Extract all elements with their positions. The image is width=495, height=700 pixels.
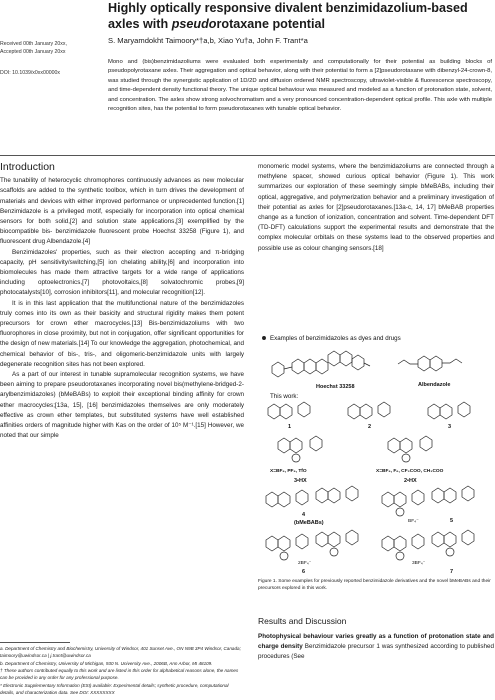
compound-2-structure bbox=[348, 402, 390, 419]
figure-1 bbox=[258, 326, 494, 578]
albendazole-label: Albendazole bbox=[418, 382, 451, 388]
bmebabs-label: (bMeBABs) bbox=[294, 520, 324, 526]
compound-6-counterion: 2BF₄⁻ bbox=[298, 561, 312, 566]
compound-7-counterion: 3BF₄⁻ bbox=[412, 561, 426, 566]
author-list: S. Maryamdokht Taimoory*†a,b, Xiao Yu†a, John F. Trant*a bbox=[108, 36, 308, 45]
salt-2hx-structure bbox=[388, 436, 432, 462]
footnote-esi: * Electronic Supplementary Information (ESI) available: Experimental details; synthetic procedure, computational details, and characterization data. See DOI: XXXXXXXX bbox=[0, 682, 229, 696]
bullet-dot bbox=[262, 336, 265, 339]
intro-paragraph-3: It is in this last application that the multifunctional nature of the benzimidazoles truly comes into its own as their basicity and structural rigidity makes them potent precursors for crown ether macrocycles.[13] Bis-benzimidazoliums with two fluorophores in close proximity, but not in conjugation, offer significant opportunities for the design of new materials.[14] To our knowledge the aggregation, photochemical, and chemical behavior of bis-, tris-, and oligomeric-benzimidazole units with largely degenerate recognition sites has not been explored. bbox=[0, 299, 244, 368]
compound-3-label: 3 bbox=[448, 424, 452, 430]
intro-continued bbox=[258, 162, 494, 254]
intro-paragraph-2: Benzimidazoles' properties, such as their electron accepting and π-bridging capacity, pH sensitivity/switching,[5] ion chelating ability,[6] and incorporation into biomolecules has made them attractive targets for a wide range of applications including optoelectronics,[7] photovoltaics,[8] solvatochromic probes,[9] photocatalysts[10], corrosion inhibitors[11], and molecular recognition[12]. bbox=[0, 248, 244, 297]
albendazole-structure bbox=[398, 356, 462, 371]
compound-4-label: 4 bbox=[302, 512, 306, 518]
doi-label: DOI: 10.1039/x0xx00000x bbox=[0, 70, 60, 76]
compound-1-label: 1 bbox=[288, 424, 292, 430]
structures-drawing bbox=[258, 326, 494, 578]
salt-2hx-label: 2•HX bbox=[404, 478, 417, 484]
results-lead: Photophysical behaviour varies greatly as a function of protonation state and charge density bbox=[258, 633, 494, 651]
footnotes bbox=[0, 645, 242, 697]
results-body: Benzimidazole precursor 1 was synthesized according to published procedures (See bbox=[258, 643, 494, 661]
compound-7-label: 7 bbox=[450, 569, 454, 575]
compound-4-structure bbox=[266, 486, 358, 507]
right-paragraph-1: monomeric model systems, where the benzimidazoliums are connected through a methylene spacer, showed curious optical behavior (Figure 1). This work summarizes our exploration of these seemingly simple bMeBABs, including their optical, aggregative, and polymerization behavior and a preliminary investigation of their potential as axles for [2]pseudorotaxanes.[13a-c, 14, 17] bMeBAB properties change as a function of ionization, concentration and solvent. Time-dependent DFT (TD-DFT) calculations support the experimental results and demonstrate that the complex molecular orbitals on these systems lead to the observed properties and possible use as colour changing sensors.[18] bbox=[258, 163, 494, 252]
compound-5-label: 5 bbox=[450, 518, 454, 524]
compound-6-structure bbox=[266, 530, 358, 560]
hoechst-label: Hoechst 33258 bbox=[316, 384, 355, 390]
this-work-label: This work: bbox=[270, 393, 299, 400]
compound-5-structure bbox=[382, 486, 474, 516]
footnote-b: b. Department of Chemistry, University of Michigan, 930 N. University Ave., 2006B, Ann Arbor, MI 48109. bbox=[0, 660, 213, 666]
compound-1-structure bbox=[268, 402, 310, 419]
salt-1-counterions: X=BF₄, PF₆, TfO bbox=[270, 469, 307, 474]
intro-paragraph-4: As a part of our interest in tunable supramolecular recognition systems, we have been aiming to prepare pseudorotaxanes incorporating novel bis(methylene-bridged-2-arylbenzimidazoles) (bMeBABs) to exploit their exceptional binding affinity for crown ether macrocycles;[13a, 15], [16] benzimidazoles themselves are only moderately effective as crown ether templates, but substituted systems have well established affinities orders of magnitude higher with Kas on the order of 10⁵ M⁻¹.[15] However, we noted that our simple bbox=[0, 371, 244, 440]
salt-2-counterions: X=BF₄, F₆, CF₃COO, CH₃COO bbox=[376, 469, 444, 474]
accepted-date: Accepted 00th January 20xx bbox=[0, 48, 66, 55]
compound-5-counterion: BF₄⁻ bbox=[408, 519, 419, 524]
figure-bullet-text: Examples of benzimidazoles as dyes and drugs bbox=[270, 335, 401, 342]
salt-3hx-structure bbox=[278, 436, 322, 462]
abstract: Mono and (bis)benzimidazoliums were evaluated both experimentally and computationally for their potential as building blocks of pseudopolyrotaxane axles. Their aggregation and optical behavior, along with their potential to form a [2]pseudorotaxane with dibenzyl-24-crown-8, was studied through the synergistic application of 1D/2D and diffusion ordered NMR spectroscopy, ultraviolet-visible & fluorescence spectroscopy, and time-dependent density functional theory. The unique optical behaviour was measured and modeled as a function of protonation state, solvent, and concentration. The axles show strong solvochromatism and a very pronounced concentration-dependent optical profile. This axle with multiple recognition sites, has the potential to form pseudorotaxanes with tunable optical behavior. bbox=[108, 59, 492, 113]
compound-2-label: 2 bbox=[368, 424, 372, 430]
footnote-dagger: † These authors contributed equally to this work and are listed in this order for alphabetical reasons alone, the names can be provided in any order for any professional purpose. bbox=[0, 668, 239, 681]
figure-caption: Figure 1. Some examples for previously reported benzimidazole derivatives and the novel bMeBABs and their precursors explored in this work. bbox=[258, 579, 491, 591]
results-paragraph bbox=[258, 632, 494, 663]
hoechst-structure bbox=[272, 351, 370, 377]
footnote-divider bbox=[0, 642, 70, 643]
received-date: Received 00th January 20xx, bbox=[0, 41, 67, 47]
compound-3-structure bbox=[428, 402, 470, 419]
header-divider bbox=[0, 155, 495, 156]
intro-heading: Introduction bbox=[0, 161, 55, 173]
footnote-a: a. Department of Chemistry and Biochemistry, University of Windsor, 401 Sunset Ave., ON N9B 3P4 Windsor, Canada; taimoory@uwindsor.ca | j.trant@uwindsor.ca bbox=[0, 646, 241, 659]
intro-section bbox=[0, 162, 244, 441]
results-heading: Results and Discussion bbox=[258, 616, 347, 626]
salt-3hx-label: 3•HX bbox=[294, 478, 307, 484]
paper-title: Highly optically responsive divalent benzimidazolium-based axles with pseudorotaxane potential bbox=[108, 1, 468, 31]
compound-7-structure bbox=[382, 530, 474, 560]
compound-6-label: 6 bbox=[302, 569, 306, 575]
received-dates bbox=[0, 41, 100, 56]
intro-paragraph-1: The tunability of heterocyclic chromophores continuously advances as new molecular scaffolds are added to the synthetic toolbox, which in turn drives the development of materials and devices with either improved performance or unprecedented function.[1] Benzimidazole is a privileged motif, especially for incorporation into optical chemical sensors for both solid,[2] and solution state applications,[3] exemplified by the biocompatible bis- benzimidazole fluorescent probe Hoechst 33258 (Figure 1), and fluorescent drug Albendazole.[4] bbox=[0, 177, 244, 246]
